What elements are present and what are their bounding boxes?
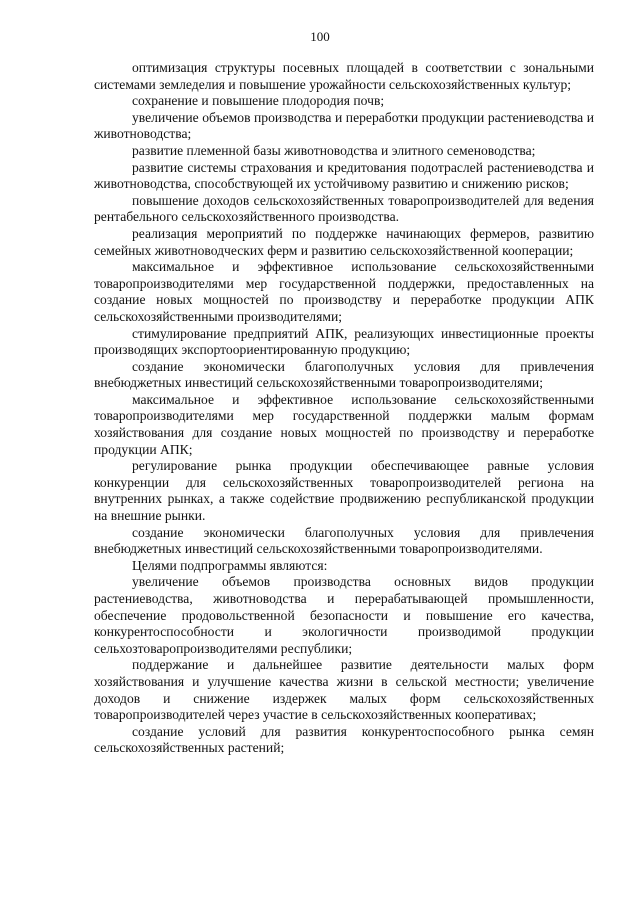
paragraph-5: развитие системы страхования и кредитования подотраслей растениеводства и животноводства, способствующей их устойчивому развитию и снижению рисков;	[94, 159, 594, 192]
paragraph-6: повышение доходов сельскохозяйственных товаропроизводителей для ведения рентабельного сельскохозяйственного производства.	[94, 192, 594, 225]
paragraph-16: поддержание и дальнейшее развитие деятельности малых форм хозяйствования и улучшение качества жизни в сельской местности; увеличение доходов и снижение издержек малых форм сельскохозяйственных товаропроизводителей через участие в сельскохозяйственных кооперативах;	[94, 657, 594, 723]
paragraph-9: стимулирование предприятий АПК, реализующих инвестиционные проекты производящих экспортоориентированную продукцию;	[94, 325, 594, 358]
paragraph-13: создание экономически благополучных условия для привлечения внебюджетных инвестиций сельскохозяйственными товаропроизводителями.	[94, 524, 594, 557]
paragraph-11: максимальное и эффективное использование сельскохозяйственными товаропроизводителями мер государственной поддержки малым формам хозяйствования для создание новых мощностей по производству и переработке продукции АПК;	[94, 391, 594, 457]
paragraph-17: создание условий для развития конкурентоспособного рынка семян сельскохозяйственных растений;	[94, 723, 594, 756]
paragraph-2: сохранение и повышение плодородия почв;	[132, 93, 385, 109]
page-number: 100	[310, 29, 330, 44]
document-body	[94, 60, 594, 757]
paragraph-4: развитие племенной базы животноводства и элитного семеноводства;	[132, 142, 536, 158]
paragraph-3: увеличение объемов производства и переработки продукции растениеводства и животноводства;	[94, 109, 594, 142]
paragraph-15: увеличение объемов производства основных видов продукции растениеводства, животноводства и перерабатывающей промышленности, обеспечение продовольственной безопасности и повышение его качества, конкурентоспособности и экологичности производимой продукции сельхозтоваропроизводителями республики;	[94, 574, 594, 656]
paragraph-1: оптимизация структуры посевных площадей в соответствии с зональными системами земледелия и повышение урожайности сельскохозяйственных культур;	[94, 60, 594, 92]
paragraph-14-goals-heading: Целями подпрограммы являются:	[132, 557, 328, 573]
paragraph-8: максимальное и эффективное использование сельскохозяйственными товаропроизводителями мер государственной поддержки, предоставленных на создание новых мощностей по производству и переработке продукции АПК сельскохозяйственными производителями;	[94, 259, 594, 324]
paragraph-7: реализация мероприятий по поддержке начинающих фермеров, развитию семейных животноводческих ферм и развитию сельскохозяйственной кооперации;	[94, 225, 594, 258]
paragraph-10: создание экономически благополучных условия для привлечения внебюджетных инвестиций сельскохозяйственными товаропроизводителями;	[94, 358, 594, 391]
paragraph-12: регулирование рынка продукции обеспечивающее равные условия конкуренции для сельскохозяйственных товаропроизводителей региона на внутренних рынках, а также содействие продвижению республиканской продукции на внешние рынки.	[94, 458, 594, 524]
